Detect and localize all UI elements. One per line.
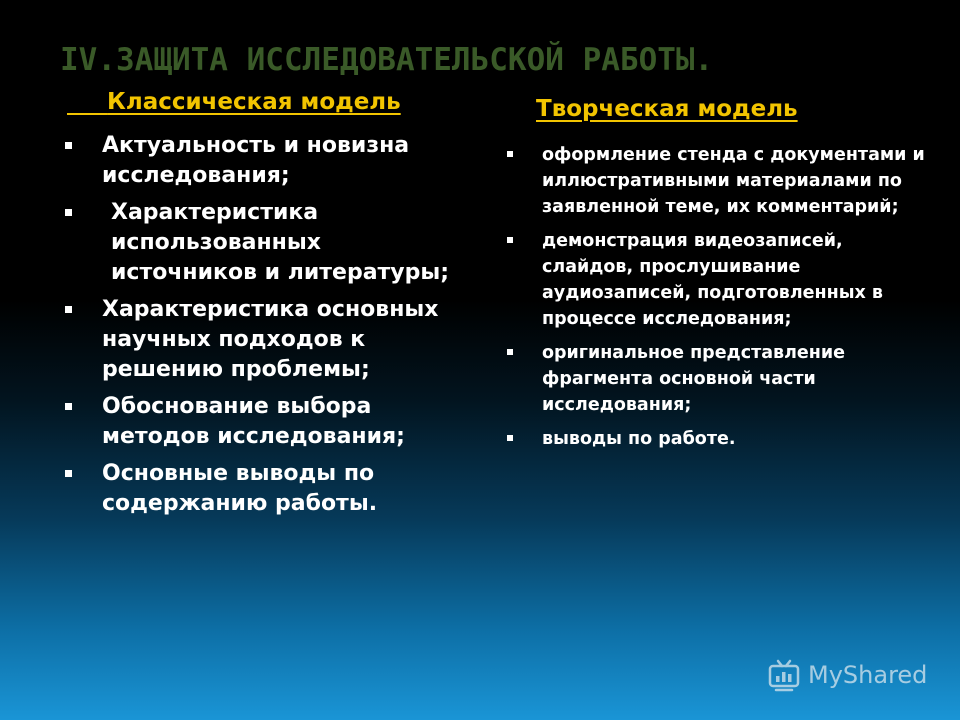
list-item-text: Основные выводы по содержанию работы. <box>102 461 378 516</box>
list-item-text: демонстрация видеозаписей, слайдов, прослушивание аудиозаписей, подготовленных в процессе исследования; <box>542 231 884 329</box>
square-bullet-icon <box>507 151 513 157</box>
list-item <box>507 426 927 452</box>
list-item <box>507 340 927 418</box>
creative-model-list <box>507 142 927 460</box>
square-bullet-icon <box>65 209 72 216</box>
list-item-text: оформление стенда с документами и иллюстративными материалами по заявленной теме, их комментарий; <box>542 145 925 217</box>
myshared-watermark <box>766 655 927 695</box>
list-item <box>507 228 927 332</box>
list-item-text: Обоснование выбора методов исследования; <box>102 394 405 449</box>
square-bullet-icon <box>507 349 513 355</box>
list-item-text: Актуальность и новизна исследования; <box>102 133 410 188</box>
list-item-text: выводы по работе. <box>542 429 736 449</box>
creative-model-heading: Творческая модель <box>536 96 798 122</box>
list-item <box>65 295 465 385</box>
list-item-text: оригинальное представление фрагмента основной части исследования; <box>542 343 846 415</box>
list-item <box>507 142 927 220</box>
square-bullet-icon <box>65 306 72 313</box>
myshared-logo-icon <box>766 657 802 693</box>
list-item <box>65 198 465 288</box>
square-bullet-icon <box>65 470 72 477</box>
square-bullet-icon <box>507 435 513 441</box>
list-item <box>65 459 465 519</box>
list-item <box>65 392 465 452</box>
slide-title: IV.ЗАЩИТА ИССЛЕДОВАТЕЛЬСКОЙ РАБОТЫ. <box>60 42 714 78</box>
list-item-text: Характеристика основных научных подходов к решению проблемы; <box>102 297 439 382</box>
classic-model-heading: Классическая модель <box>107 89 401 115</box>
list-item-text: Характеристика использованных источников и литературы; <box>111 200 450 285</box>
watermark-text: MyShared <box>808 661 928 689</box>
list-item <box>65 131 465 191</box>
square-bullet-icon <box>507 237 513 243</box>
square-bullet-icon <box>65 142 72 149</box>
classic-model-list <box>65 131 465 526</box>
square-bullet-icon <box>65 403 72 410</box>
